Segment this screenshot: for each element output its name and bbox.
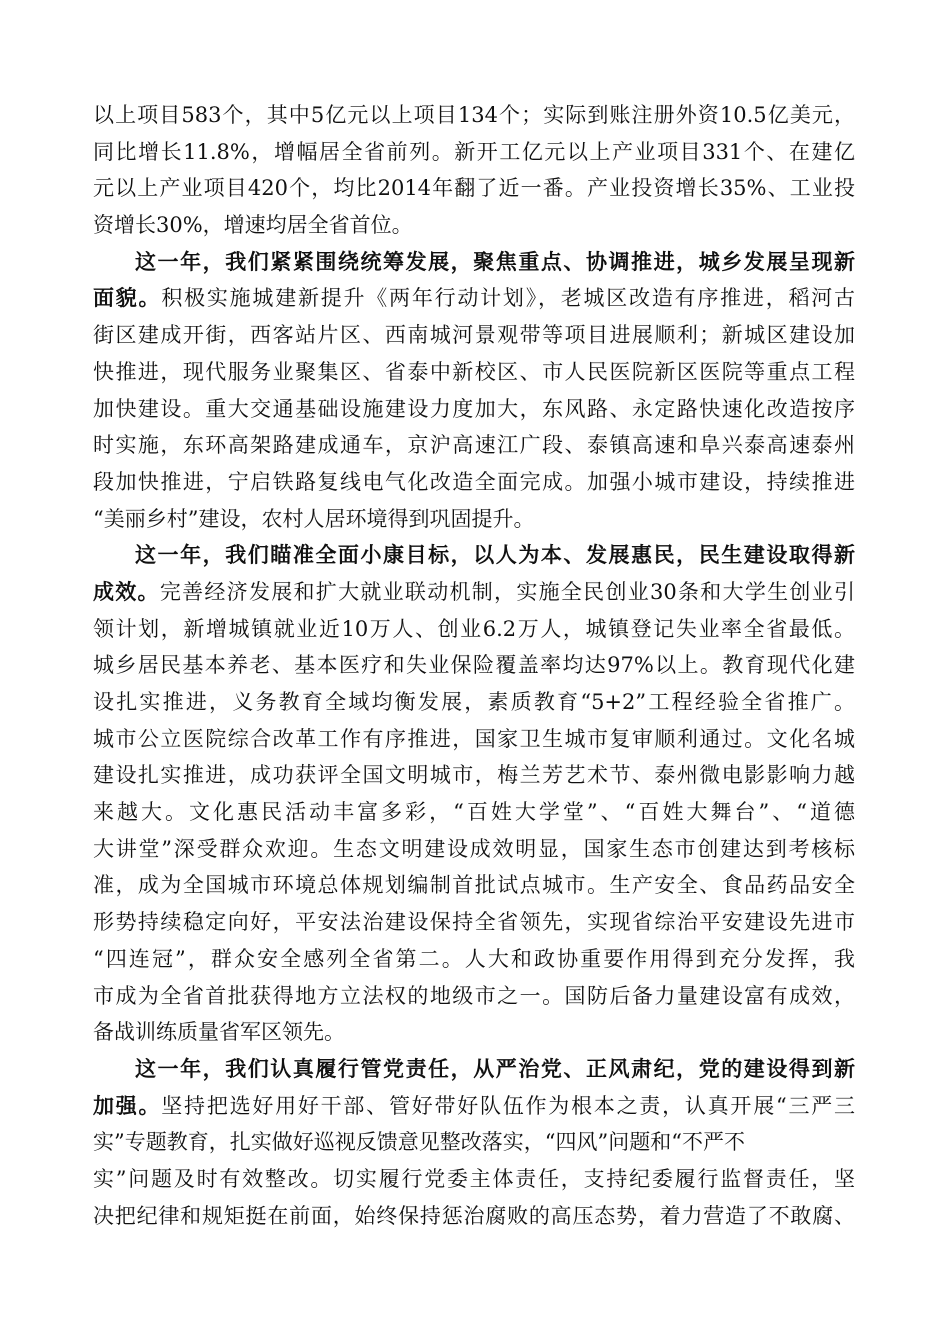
body-text: 时实施，东环高架路建成通车，京沪高速江广段、泰镇高速和阜兴泰高速泰州 <box>93 433 855 458</box>
text-line <box>93 867 855 904</box>
body-text: 城市公立医院综合改革工作有序推进，国家卫生城市复审顺利通过。文化名城 <box>93 726 855 751</box>
text-line <box>93 317 855 354</box>
body-text: “四连冠”，群众安全感列全省第二。人大和政协重要作用得到充分发挥，我 <box>93 946 855 971</box>
body-text: 段加快推进，宁启铁路复线电气化改造全面完成。加强小城市建设，持续推进 <box>93 469 855 494</box>
body-text: 来越大。文化惠民活动丰富多彩，“百姓大学堂”、“百姓大舞台”、“道德 <box>93 800 855 825</box>
body-text: 坚持把选好用好干部、管好带好队伍作为根本之责，认真开展“三严三 <box>161 1093 855 1118</box>
text-line <box>93 134 855 171</box>
body-text: 准，成为全国城市环境总体规划编制首批试点城市。生产安全、食品药品安全 <box>93 873 855 898</box>
text-line <box>93 941 855 978</box>
body-text: 元以上产业项目420个，均比2014年翻了近一番。产业投资增长35%、工业投 <box>93 176 855 201</box>
body-text: 市成为全省首批获得地方立法权的地级市之一。国防后备力量建设富有成效， <box>93 983 855 1008</box>
body-text: 街区建成开街，西客站片区、西南城河景观带等项目进展顺利；新城区建设加 <box>93 323 855 348</box>
text-line <box>93 97 855 134</box>
body-text: 加快建设。重大交通基础设施建设力度加大，东风路、永定路快速化改造按序 <box>93 396 855 421</box>
text-line <box>93 1124 855 1161</box>
text-line <box>93 574 855 611</box>
body-text: 实”问题及时有效整改。切实履行党委主体责任，支持纪委履行监督责任，坚 <box>93 1166 855 1191</box>
text-line <box>93 244 855 281</box>
body-text: 资增长30%，增速均居全省首位。 <box>93 213 413 238</box>
text-line <box>93 354 855 391</box>
text-line <box>93 537 855 574</box>
text-line <box>93 280 855 317</box>
text-line <box>93 1051 855 1088</box>
bold-lead-text: 面貌。 <box>93 285 162 311</box>
body-text: 快推进，现代服务业聚集区、省泰中新校区、市人民医院新区医院等重点工程 <box>93 359 855 384</box>
bold-lead-text: 这一年，我们认真履行管党责任，从严治党、正风肃纪，党的建设得到新 <box>135 1055 855 1081</box>
body-text: 建设扎实推进，成功获评全国文明城市，梅兰芳艺术节、泰州微电影影响力越 <box>93 763 855 788</box>
body-text: 积极实施城建新提升《两年行动计划》，老城区改造有序推进，稻河古 <box>161 286 856 311</box>
text-line <box>93 611 855 648</box>
body-text: 大讲堂”深受群众欢迎。生态文明建设成效明显，国家生态市创建达到考核标 <box>93 836 855 861</box>
bold-lead-text: 这一年，我们瞄准全面小康目标，以人为本、发展惠民，民生建设取得新 <box>135 542 855 568</box>
text-line <box>93 794 855 831</box>
text-line <box>93 501 855 538</box>
body-text: 备战训练质量省军区领先。 <box>93 1020 345 1045</box>
text-line <box>93 647 855 684</box>
body-text: “美丽乡村”建设，农村人居环境得到巩固提升。 <box>93 506 535 531</box>
text-line <box>93 904 855 941</box>
text-line <box>93 427 855 464</box>
text-line <box>93 1161 855 1198</box>
bold-lead-text: 这一年，我们紧紧围绕统筹发展，聚焦重点、协调推进，城乡发展呈现新 <box>135 248 855 274</box>
text-line <box>93 978 855 1015</box>
body-text: 城乡居民基本养老、基本医疗和失业保险覆盖率均达97%以上。教育现代化建 <box>93 653 855 678</box>
text-line <box>93 391 855 428</box>
text-line <box>93 831 855 868</box>
text-line <box>93 684 855 721</box>
body-text: 同比增长11.8%，增幅居全省前列。新开工亿元以上产业项目331个、在建亿 <box>93 139 855 164</box>
text-line <box>93 757 855 794</box>
text-line <box>93 1088 855 1125</box>
text-line <box>93 1014 855 1051</box>
body-text: 形势持续稳定向好，平安法治建设保持全省领先，实现省综治平安建设先进市 <box>93 910 855 935</box>
document-body <box>93 97 855 1234</box>
text-line <box>93 464 855 501</box>
bold-lead-text: 成效。 <box>93 578 160 604</box>
text-line <box>93 207 855 244</box>
body-text: 实”专题教育，扎实做好巡视反馈意见整改落实，“四风”问题和“不严不 <box>93 1130 745 1155</box>
text-line <box>93 170 855 207</box>
body-text: 以上项目583个，其中5亿元以上项目134个；实际到账注册外资10.5亿美元， <box>93 103 855 127</box>
body-text: 领计划，新增城镇就业近10万人、创业6.2万人，城镇登记失业率全省最低。 <box>93 616 855 641</box>
body-text: 完善经济发展和扩大就业联动机制，实施全民创业30条和大学生创业引 <box>159 579 855 604</box>
text-line <box>93 1198 855 1235</box>
body-text: 决把纪律和规矩挺在前面，始终保持惩治腐败的高压态势，着力营造了不敢腐、 <box>93 1203 855 1228</box>
bold-lead-text: 加强。 <box>93 1092 162 1118</box>
body-text: 设扎实推进，义务教育全域均衡发展，素质教育“5+2”工程经验全省推广。 <box>93 690 855 714</box>
text-line <box>93 721 855 758</box>
